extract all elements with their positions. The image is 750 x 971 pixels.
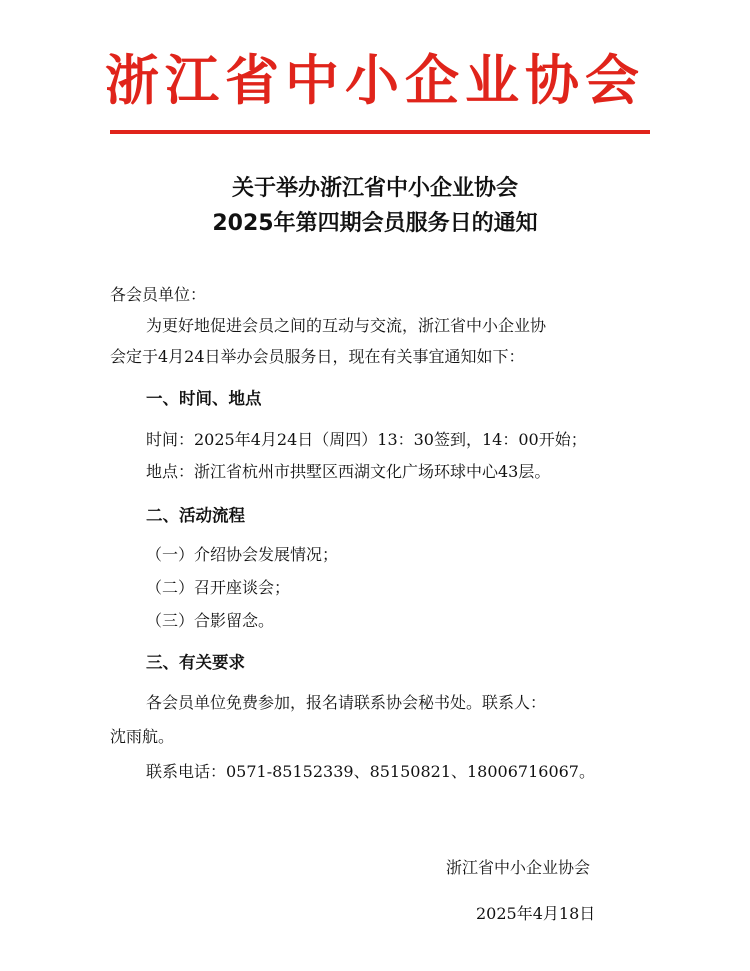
event-time: 时间：2025年4月24日（周四）13：30签到，14：00开始； [146, 430, 587, 449]
section2-heading: 二、活动流程 [146, 506, 245, 525]
notice-title-line1: 关于举办浙江省中小企业协会 [231, 176, 518, 201]
contact-phone: 联系电话：0571-85152339、85150821、18006716067。 [146, 762, 595, 781]
section3-heading: 三、有关要求 [146, 653, 245, 672]
signature-date: 2025年4月18日 [476, 904, 596, 923]
event-place: 地点：浙江省杭州市拱墅区西湖文化广场环球中心43层。 [146, 462, 551, 481]
agenda-item: （一）介绍协会发展情况； [146, 545, 339, 564]
requirements-line-2: 沈雨航。 [110, 727, 175, 746]
salutation: 各会员单位： [110, 285, 207, 304]
agenda-item: （二）召开座谈会； [146, 578, 291, 597]
intro-line-1: 为更好地促进会员之间的互动与交流，浙江省中小企业协 [146, 316, 547, 335]
intro-line-2: 会定于4月24日举办会员服务日，现在有关事宜通知如下： [110, 347, 525, 366]
agenda-item: （三）合影留念。 [146, 611, 275, 630]
requirements-line-1: 各会员单位免费参加，报名请联系协会秘书处。联系人： [146, 693, 547, 712]
signature-org: 浙江省中小企业协会 [446, 858, 591, 877]
notice-title-line2: 2025年第四期会员服务日的通知 [212, 211, 538, 236]
section1-heading: 一、时间、地点 [146, 389, 262, 408]
red-divider [110, 130, 650, 134]
masthead-org-name: 浙江省中小企业协会 [105, 49, 645, 112]
